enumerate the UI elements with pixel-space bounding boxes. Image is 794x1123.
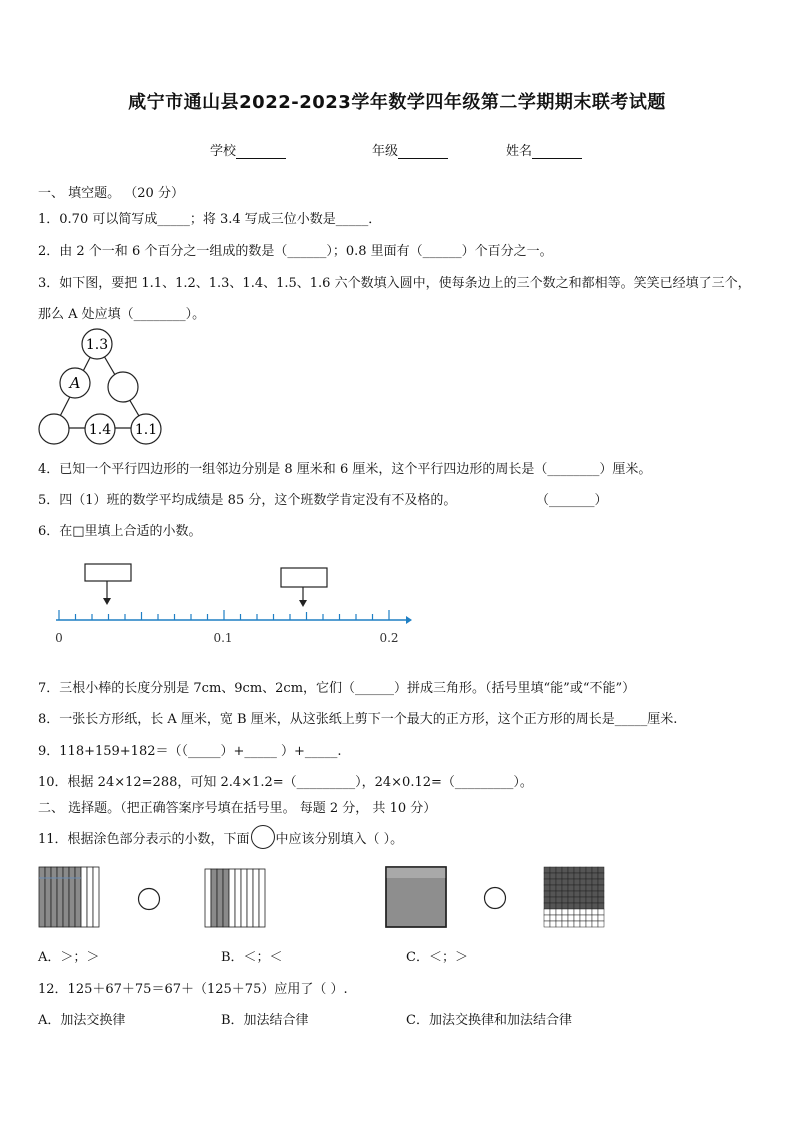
compare-circle-2[interactable] bbox=[483, 886, 507, 910]
triangle-diagram bbox=[34, 328, 166, 446]
figure-grid-d bbox=[543, 866, 605, 928]
school-blank[interactable] bbox=[236, 146, 286, 159]
question-5-blank[interactable]: （_______） bbox=[536, 493, 608, 508]
question-10: 10．根据 24×12=288，可知 2.4×1.2=（_________），24×0.12=（_________）。 bbox=[38, 775, 533, 790]
school-field bbox=[210, 140, 286, 159]
question-6: 6．在□里填上合适的小数。 bbox=[38, 524, 202, 539]
q11-option-b[interactable]: B．＜；＜ bbox=[221, 950, 283, 965]
question-8: 8．一张长方形纸，长 A 厘米，宽 B 厘米，从这张纸上剪下一个最大的正方形，这个正方形的周长是_____厘米. bbox=[38, 712, 678, 727]
question-3-line-1: 3．如下图，要把 1.1、1.2、1.3、1.4、1.5、1.6 六个数填入圆中，使每条边上的三个数之和都相等。笑笑已经填了三个， bbox=[38, 276, 751, 291]
tick-label-0: 0 bbox=[55, 631, 63, 645]
circle-bottom-left-empty[interactable] bbox=[39, 414, 69, 444]
name-field bbox=[506, 140, 582, 159]
figure-strips-a bbox=[38, 866, 102, 930]
school-label: 学校 bbox=[210, 144, 237, 159]
q11-option-a[interactable]: A．＞；＞ bbox=[38, 950, 100, 965]
tick-label-0-1: 0.1 bbox=[213, 631, 233, 645]
grade-label: 年级 bbox=[372, 144, 399, 159]
circle-right-empty[interactable] bbox=[108, 372, 138, 402]
answer-box-1[interactable] bbox=[85, 564, 131, 581]
question-11-suffix: 中应该分别填入（ ）。 bbox=[275, 832, 404, 847]
grade-blank[interactable] bbox=[398, 146, 448, 159]
name-label: 姓名 bbox=[506, 144, 533, 159]
question-5: 5．四（1）班的数学平均成绩是 85 分，这个班数学肯定没有不及格的。 bbox=[38, 493, 457, 508]
figure-square-c bbox=[385, 866, 449, 930]
label-top: 1.3 bbox=[85, 337, 109, 353]
section-1-heading: 一、 填空题。 （20 分） bbox=[38, 186, 184, 201]
page-title: 咸宁市通山县2022-2023学年数学四年级第二学期期末联考试题 bbox=[128, 92, 666, 113]
answer-box-2[interactable] bbox=[281, 568, 327, 587]
section-2-heading: 二、 选择题。（把正确答案序号填在括号里。 每题 2 分， 共 10 分） bbox=[38, 801, 437, 816]
question-11-prefix: 11．根据涂色部分表示的小数，下面 bbox=[38, 832, 250, 847]
question-7: 7．三根小棒的长度分别是 7cm、9cm、2cm，它们（______）拼成三角形。（括号里填“能”或“不能”） bbox=[38, 681, 636, 696]
q12-option-c[interactable]: C．加法交换律和加法结合律 bbox=[406, 1013, 572, 1028]
label-bottom-mid: 1.4 bbox=[88, 422, 112, 438]
label-bottom-right: 1.1 bbox=[134, 422, 158, 438]
q11-option-c[interactable]: C．＜；＞ bbox=[406, 950, 468, 965]
grade-field bbox=[372, 140, 448, 159]
label-a: A bbox=[69, 374, 81, 392]
question-11 bbox=[38, 828, 403, 849]
number-line bbox=[40, 560, 420, 652]
compare-circle-1[interactable] bbox=[137, 887, 161, 911]
question-4: 4．已知一个平行四边形的一组邻边分别是 8 厘米和 6 厘米，这个平行四边形的周长是（________）厘米。 bbox=[38, 462, 652, 477]
q12-option-a[interactable]: A．加法交换律 bbox=[38, 1013, 126, 1028]
question-12: 12．125＋67＋75＝67＋（125＋75）应用了（ ）. bbox=[38, 982, 348, 997]
question-1: 1．0.70 可以简写成_____；将 3.4 写成三位小数是_____． bbox=[38, 212, 382, 227]
figure-strips-b bbox=[204, 868, 266, 928]
inline-circle-icon bbox=[251, 825, 275, 849]
question-9: 9．118+159+182＝（（_____）+_____ ）+_____. bbox=[38, 744, 342, 759]
question-2: 2．由 2 个一和 6 个百分之一组成的数是（______）；0.8 里面有（______）个百分之一。 bbox=[38, 244, 553, 259]
tick-label-0-2: 0.2 bbox=[379, 631, 399, 645]
q12-option-b[interactable]: B．加法结合律 bbox=[221, 1013, 309, 1028]
question-3-line-2: 那么 A 处应填（________）。 bbox=[38, 307, 206, 322]
name-blank[interactable] bbox=[532, 146, 582, 159]
